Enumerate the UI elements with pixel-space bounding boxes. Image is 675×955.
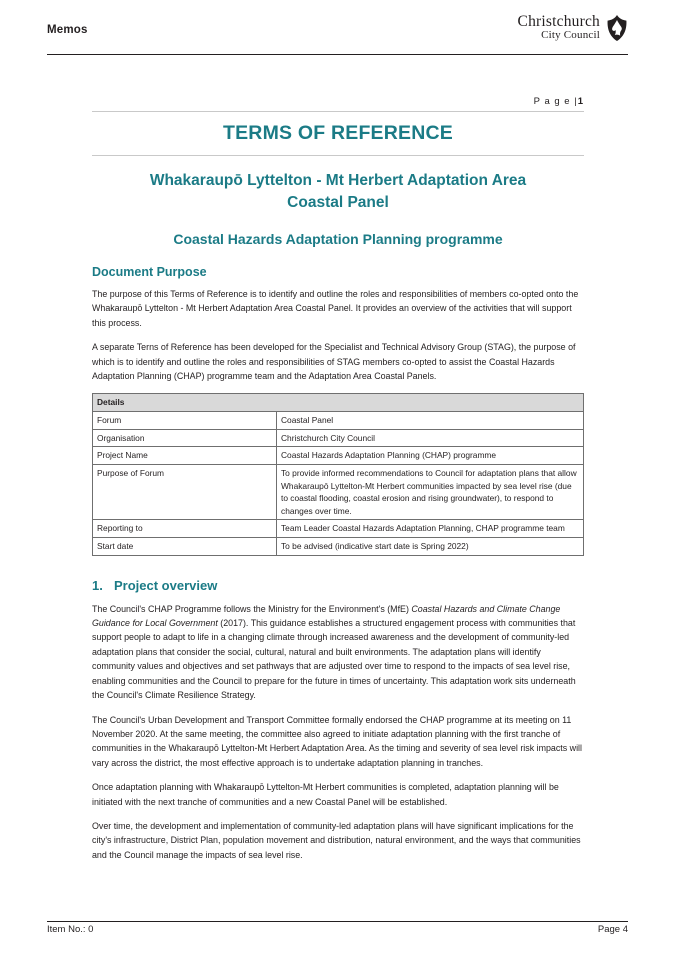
project-overview-heading — [92, 578, 584, 593]
project-overview-paragraph-1 — [92, 602, 584, 703]
table-cell-value: To be advised (indicative start date is Spring 2022) — [277, 537, 584, 555]
table-cell-value: Coastal Hazards Adaptation Planning (CHAP) programme — [277, 447, 584, 465]
document-footer — [47, 924, 628, 940]
table-cell-key: Start date — [93, 537, 277, 555]
council-logo — [518, 14, 628, 42]
table-cell-key: Reporting to — [93, 520, 277, 538]
footer-item-no: Item No.: 0 — [47, 924, 94, 935]
document-header — [47, 14, 628, 54]
adaptation-area-line-1: Whakaraupō Lyttelton - Mt Herbert Adaptation Area — [149, 172, 527, 189]
table-cell-key: Purpose of Forum — [93, 464, 277, 519]
page-marker-label: P a g e | — [533, 96, 578, 107]
details-table-header: Details — [93, 394, 584, 412]
page-marker-number: 1 — [577, 96, 584, 107]
title-rule-top — [92, 111, 584, 112]
project-overview-paragraph-2: The Council's Urban Development and Transport Committee formally endorsed the CHAP programme at its meeting on 11 November 2020. At the same meeting, the committee also agreed to initiate adaptation planning with the first tranche of communities in the Whakaraupō Lyttelton-Mt Herbert Adaptation Area. As the timing and severity of sea level risk impacts will vary across the district, the most effective approach is to undertake adaptation planning in tranches. — [92, 714, 582, 768]
details-table — [92, 393, 584, 555]
header-divider — [47, 54, 628, 55]
table-row — [93, 447, 584, 465]
table-cell-value: Team Leader Coastal Hazards Adaptation Planning, CHAP programme team — [277, 520, 584, 538]
table-row — [93, 412, 584, 430]
table-row — [93, 520, 584, 538]
table-cell-value: To provide informed recommendations to Council for adaptation plans that allow Whakaraupō Lyttelton-Mt Herbert communities impacted by sea level rise (due to coastal flooding, coastal erosion and rising groundwater), to respond to changes over time. — [277, 464, 584, 519]
logo-line-1: Christchurch — [517, 13, 600, 30]
document-purpose-heading: Document Purpose — [92, 264, 207, 279]
project-overview-paragraph-3: Once adaptation planning with Whakaraupō Lyttelton-Mt Herbert communities is completed, adaptation planning will be initiated with the next tranche of communities and a new Coastal Panel will be established. — [92, 782, 559, 807]
programme-title: Coastal Hazards Adaptation Planning programme — [173, 230, 503, 247]
table-cell-value: Christchurch City Council — [277, 429, 584, 447]
table-row — [93, 464, 584, 519]
project-overview-label: Project overview — [114, 577, 218, 593]
table-row-header — [93, 394, 584, 412]
project-overview-paragraph-4: Over time, the development and implementation of community-led adaptation plans will have significant implications for the city's infrastructure, District Plan, population movement and distribution, natural environment, and the ways that communities and the Council manage the impacts of sea level rise. — [92, 821, 581, 860]
adaptation-area-line-2: Coastal Panel — [287, 194, 389, 212]
table-cell-value: Coastal Panel — [277, 412, 584, 430]
table-row — [93, 537, 584, 555]
project-overview-number: 1. — [92, 577, 103, 593]
logo-line-2: City Council — [541, 29, 600, 42]
footer-page-number: Page 4 — [597, 924, 628, 935]
table-cell-key: Forum — [93, 412, 277, 430]
title-rule-bottom — [92, 155, 584, 156]
table-cell-key: Project Name — [93, 447, 277, 465]
page-title: TERMS OF REFERENCE — [222, 122, 454, 144]
table-row — [93, 429, 584, 447]
footer-divider — [47, 921, 628, 922]
adaptation-area-title — [92, 170, 584, 215]
document-purpose-paragraph-2: A separate Terns of Reference has been developed for the Specialist and Technical Advisory Group (STAG), the purpose of which is to identify and outline the roles and responsibilities of STAG members co-opted to assist the Coastal Hazards Adaptation Planning (CHAP) programme team and the Adaptation Area Coastal Panels. — [92, 342, 576, 382]
table-cell-key: Organisation — [93, 429, 277, 447]
mfe-guidance-title: Coastal Hazards and Climate Change Guidance for Local Government — [92, 603, 561, 628]
page-marker — [92, 96, 584, 111]
document-body — [92, 96, 584, 872]
project-overview-paragraph-1-b: (2017). This guidance establishes a structured engagement process with communities that support people to adapt to life in a changing climate through increased awareness and the development of community-led adaptation plans that consider the social, cultural, natural and built environments. The adaptation plans will identify community values and objectives and set pathways that are adjusted over time to respond to the impacts of sea level rise, enabling communities and the Council to prepare for the future in times of uncertainty. This adaptation work sits underneath the Council's Climate Resilience Strategy. — [92, 617, 576, 701]
document-purpose-paragraph-1: The purpose of this Terms of Reference is to identify and outline the roles and responsibilities of members co-opted onto the Whakaraupō Lyttelton - Mt Herbert Adaptation Area Coastal Panel. It provides an overview of the activities that will support this process. — [92, 288, 579, 328]
logo-text — [518, 14, 600, 42]
council-crest-icon — [606, 15, 628, 41]
memos-label: Memos — [47, 24, 88, 36]
project-overview-paragraph-1-a: The Council's CHAP Programme follows the Ministry for the Environment's (MfE) — [92, 603, 412, 614]
